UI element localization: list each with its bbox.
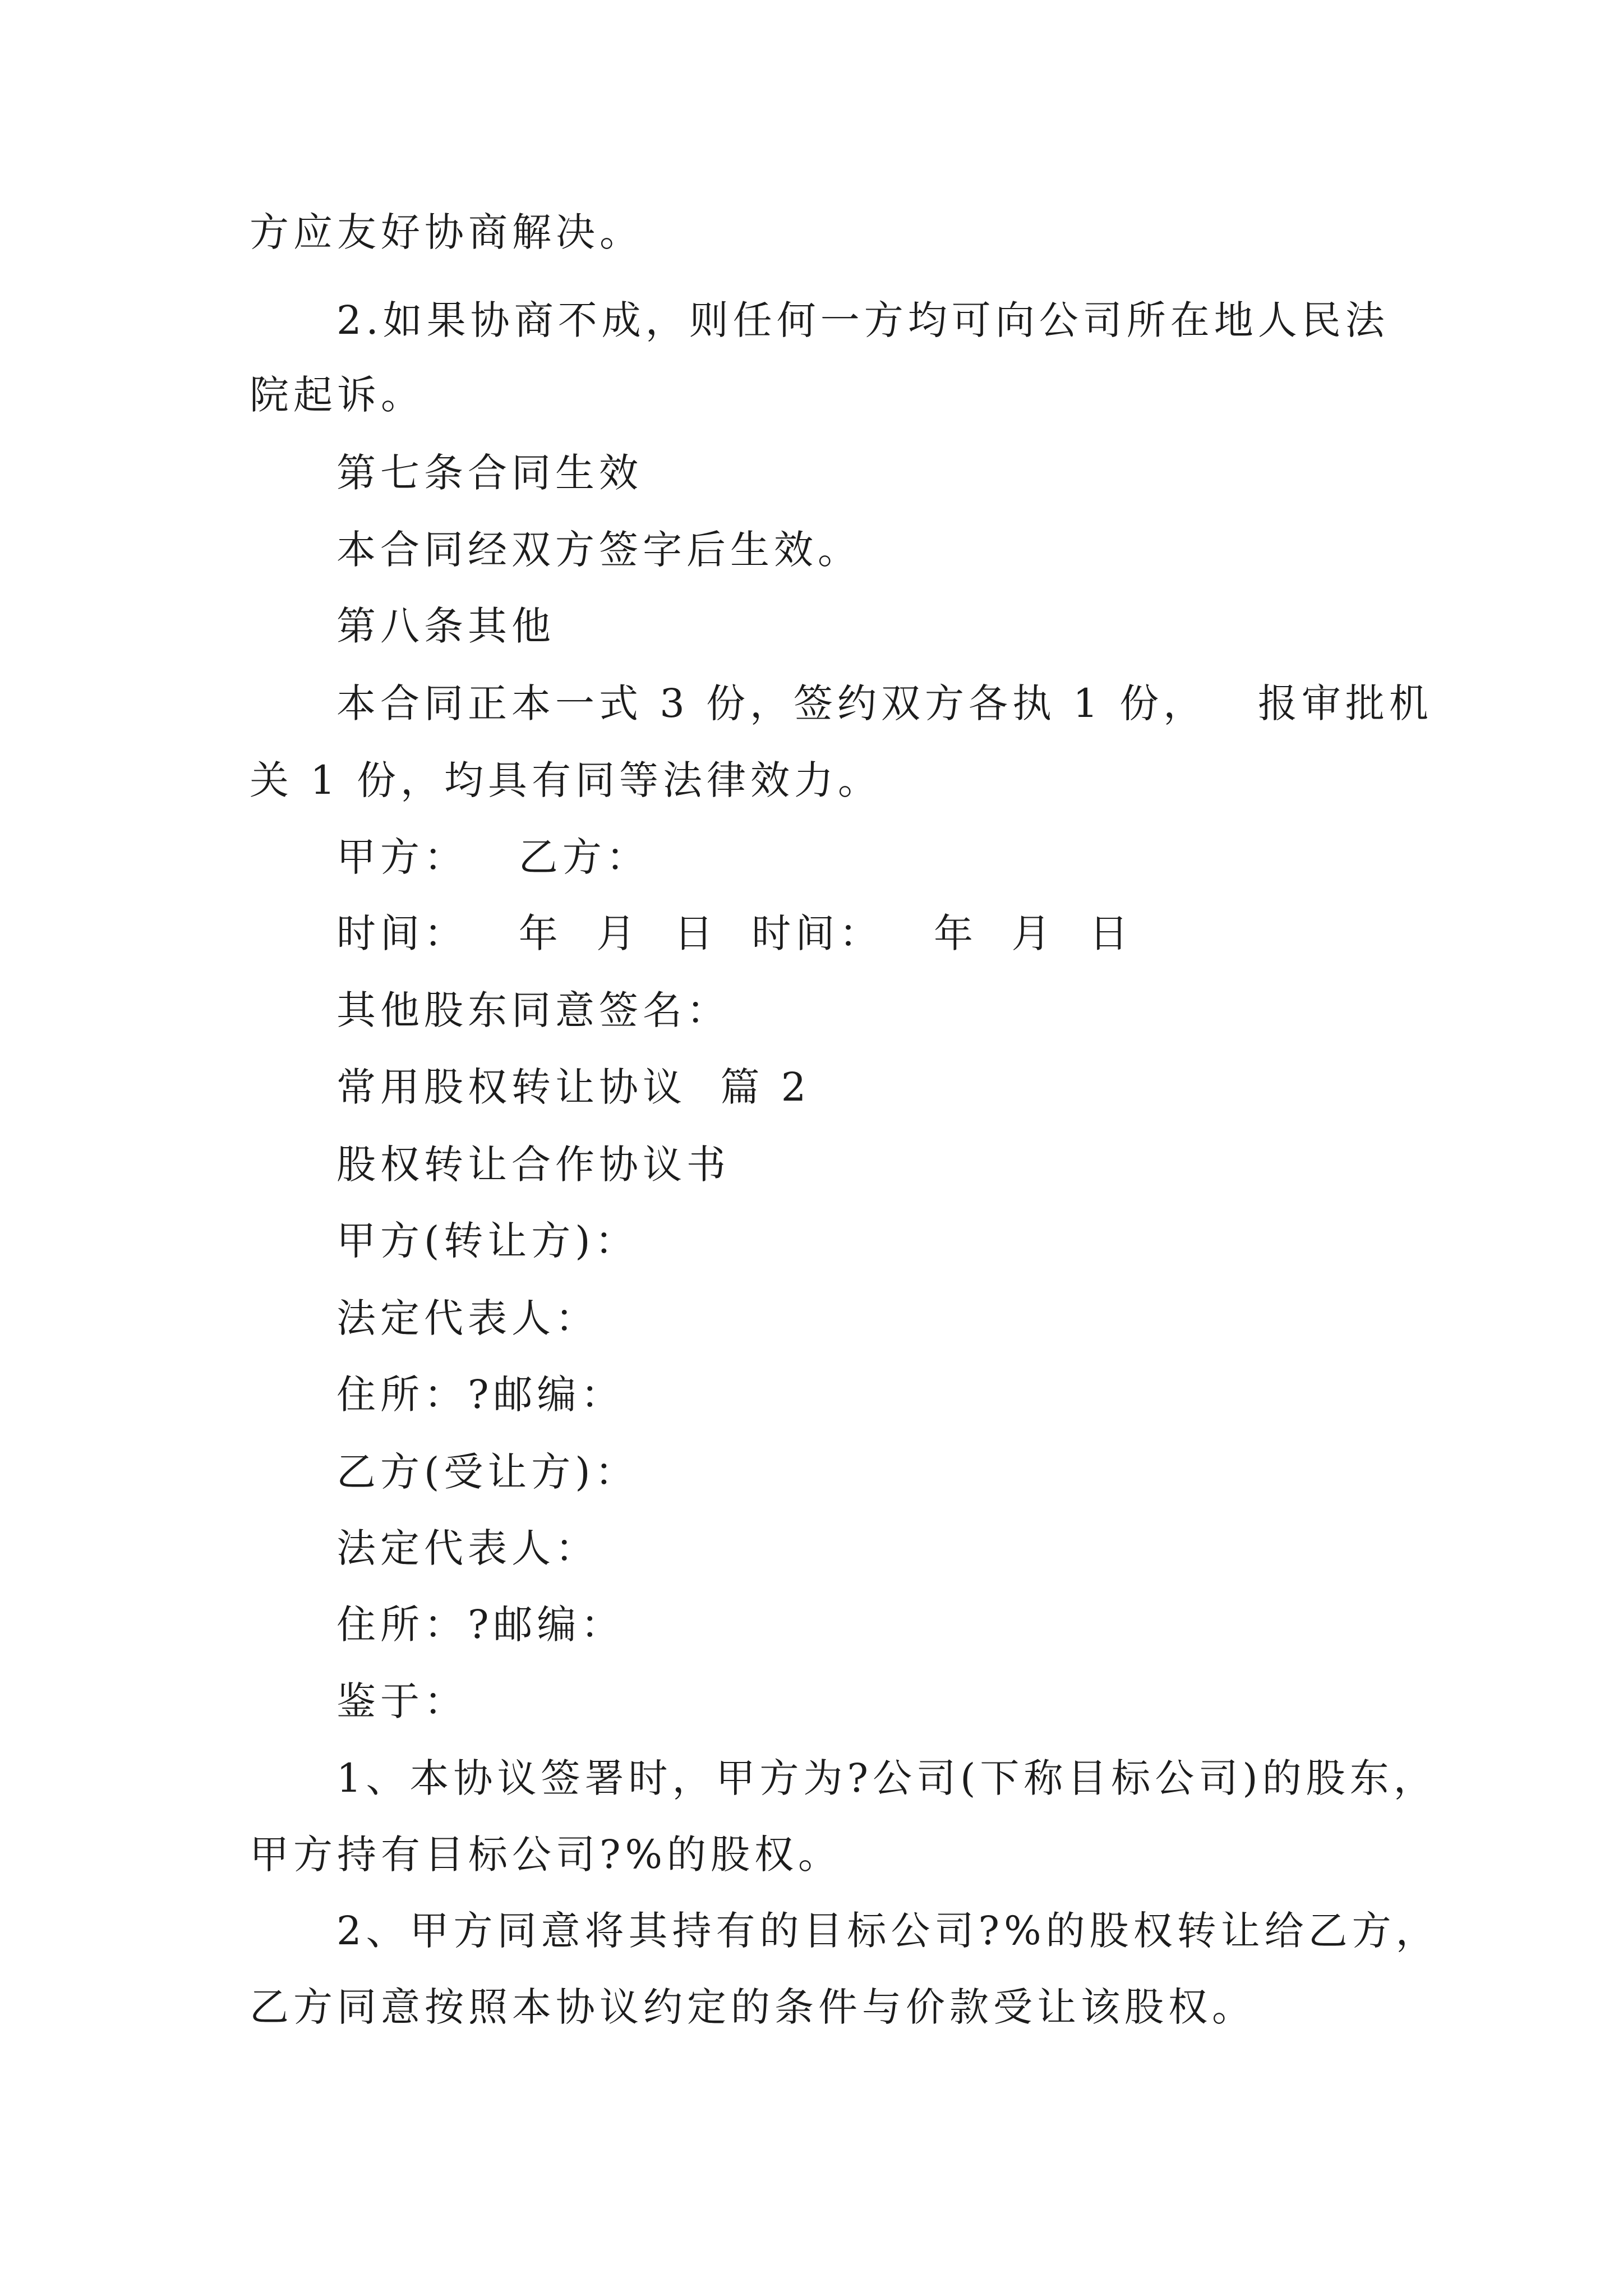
text-line: 本合同正本一式 3 份，签约双方各执 1 份， 报审批机 bbox=[336, 680, 1433, 726]
text-line: 1、本协议签署时，甲方为?公司(下称目标公司)的股东， bbox=[336, 1755, 1437, 1801]
text-line: 方应友好协商解决。 bbox=[250, 209, 643, 255]
text-line: 法定代表人： bbox=[336, 1295, 599, 1341]
text-line: 甲方持有目标公司?%的股权。 bbox=[250, 1832, 842, 1878]
text-line: 2、甲方同意将其持有的目标公司?%的股权转让给乙方， bbox=[336, 1908, 1440, 1954]
text-line: 法定代表人： bbox=[336, 1525, 599, 1571]
text-line: 甲方(转让方)： bbox=[336, 1218, 639, 1264]
text-line: 2.如果协商不成，则任何一方均可向公司所在地人民法 bbox=[336, 297, 1389, 343]
text-line: 乙方(受让方)： bbox=[336, 1449, 639, 1495]
document-title: 股权转让合作协议书 bbox=[336, 1142, 730, 1188]
text-line: 院起诉。 bbox=[250, 372, 425, 418]
text-line: 其他股东同意签名： bbox=[336, 987, 730, 1033]
text-line: 鉴于： bbox=[336, 1678, 468, 1724]
text-line: 甲方： 乙方： bbox=[336, 834, 650, 880]
text-line: 本合同经双方签字后生效。 bbox=[336, 527, 861, 573]
text-line: 第七条合同生效 bbox=[336, 450, 643, 496]
text-line: 乙方同意按照本协议约定的条件与价款受让该股权。 bbox=[250, 1984, 1256, 2030]
section-title: 常用股权转让协议 篇 2 bbox=[336, 1064, 811, 1110]
text-line: 住所：?邮编： bbox=[336, 1372, 625, 1418]
text-line: 第八条其他 bbox=[336, 603, 555, 649]
text-line: 关 1 份，均具有同等法律效力。 bbox=[250, 757, 882, 803]
text-line: 时间： 年 月 日 时间： 年 月 日 bbox=[336, 910, 1133, 956]
text-line: 住所：?邮编： bbox=[336, 1602, 625, 1648]
